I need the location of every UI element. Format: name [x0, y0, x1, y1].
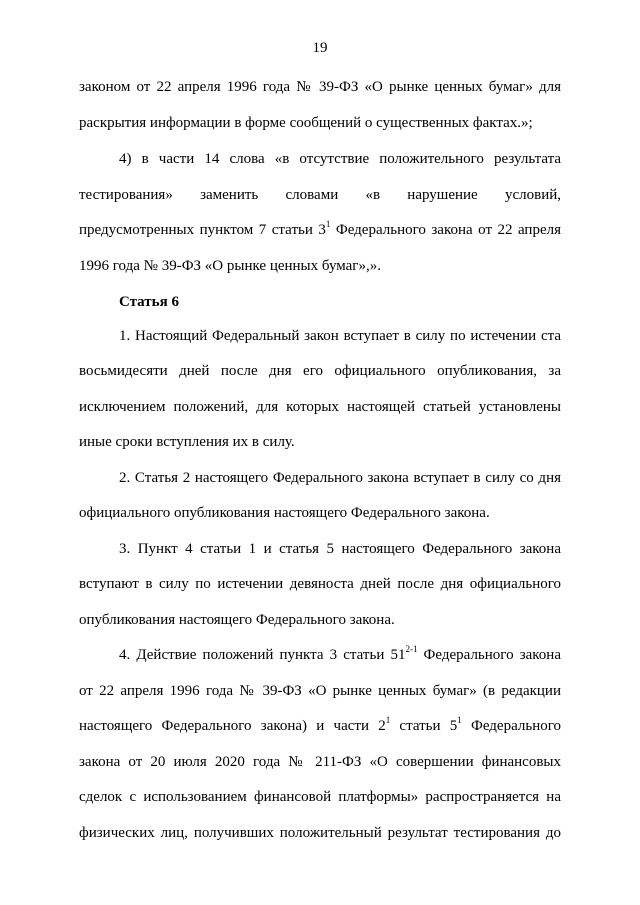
paragraph-continuation — [79, 70, 561, 141]
text-line: 2. Статья 2 настоящего Федерального закона вступает в силу со дня — [119, 469, 561, 486]
text-fragment: статьи 5 — [390, 718, 458, 734]
text-line: тестирования» заменить словами «в нарушение условий, — [79, 186, 561, 203]
text-line: от 22 апреля 1996 года № 39-ФЗ «О рынке ценных бумаг» (в редакции — [79, 682, 561, 699]
text-line — [79, 213, 561, 249]
text-line — [79, 709, 561, 745]
text-fragment: Федерального — [461, 718, 561, 734]
text-line: восьмидесяти дней после дня его официального опубликования, за — [79, 363, 561, 379]
text-line: официального опубликования настоящего Федерального закона. — [79, 505, 490, 521]
text-line: 4) в части 14 слова «в отсутствие положительного результата — [119, 151, 561, 167]
text-line: сделок с использованием финансовой платформы» распространяется на — [79, 789, 561, 805]
superscript: 1 — [385, 715, 391, 725]
page-number: 19 — [312, 40, 328, 56]
text-fragment: Федерального закона от 22 апреля — [330, 222, 562, 238]
text-line: иные сроки вступления их в силу. — [79, 434, 295, 450]
text-line: 3. Пункт 4 статьи 1 и статья 5 настоящего Федерального закона — [119, 540, 561, 557]
text-line: закона от 20 июля 2020 года № 211-ФЗ «О совершении финансовых — [79, 753, 561, 770]
article-heading-block — [79, 285, 561, 321]
paragraph-item-4 — [79, 142, 561, 284]
text-line: раскрытия информации в форме сообщений о существенных фактах.»; — [79, 114, 533, 131]
paragraph-article6-3 — [79, 532, 561, 639]
article-heading: Статья 6 — [119, 294, 179, 310]
superscript: 1 — [325, 219, 331, 229]
paragraph-article6-2 — [79, 461, 561, 532]
text-line: законом от 22 апреля 1996 года № 39-ФЗ «О рынке ценных бумаг» для — [79, 79, 561, 95]
text-line: опубликования настоящего Федерального закона. — [79, 611, 395, 628]
text-line: 1. Настоящий Федеральный закон вступает в силу по истечении ста — [119, 327, 561, 344]
text-line: физических лиц, получивших положительный результат тестирования до — [79, 824, 561, 841]
text-line: вступают в силу по истечении девяноста дней после дня официального — [79, 576, 561, 592]
text-fragment: 4. Действие положений пункта 3 статьи 51 — [119, 647, 406, 663]
superscript: 1 — [457, 715, 462, 725]
text-fragment: Федерального закона — [417, 647, 561, 663]
text-line: 1996 года № 39-ФЗ «О рынке ценных бумаг»,». — [79, 257, 381, 274]
text-fragment: настоящего Федерального закона) и части 2 — [79, 718, 386, 734]
paragraph-article6-4 — [79, 638, 561, 851]
text-line: исключением положений, для которых настоящей статьей установлены — [79, 398, 561, 415]
document-body — [79, 70, 561, 851]
superscript: 2-1 — [405, 644, 418, 654]
text-fragment: предусмотренных пунктом 7 статьи 3 — [79, 222, 326, 238]
text-line — [79, 638, 561, 674]
paragraph-article6-1 — [79, 319, 561, 461]
